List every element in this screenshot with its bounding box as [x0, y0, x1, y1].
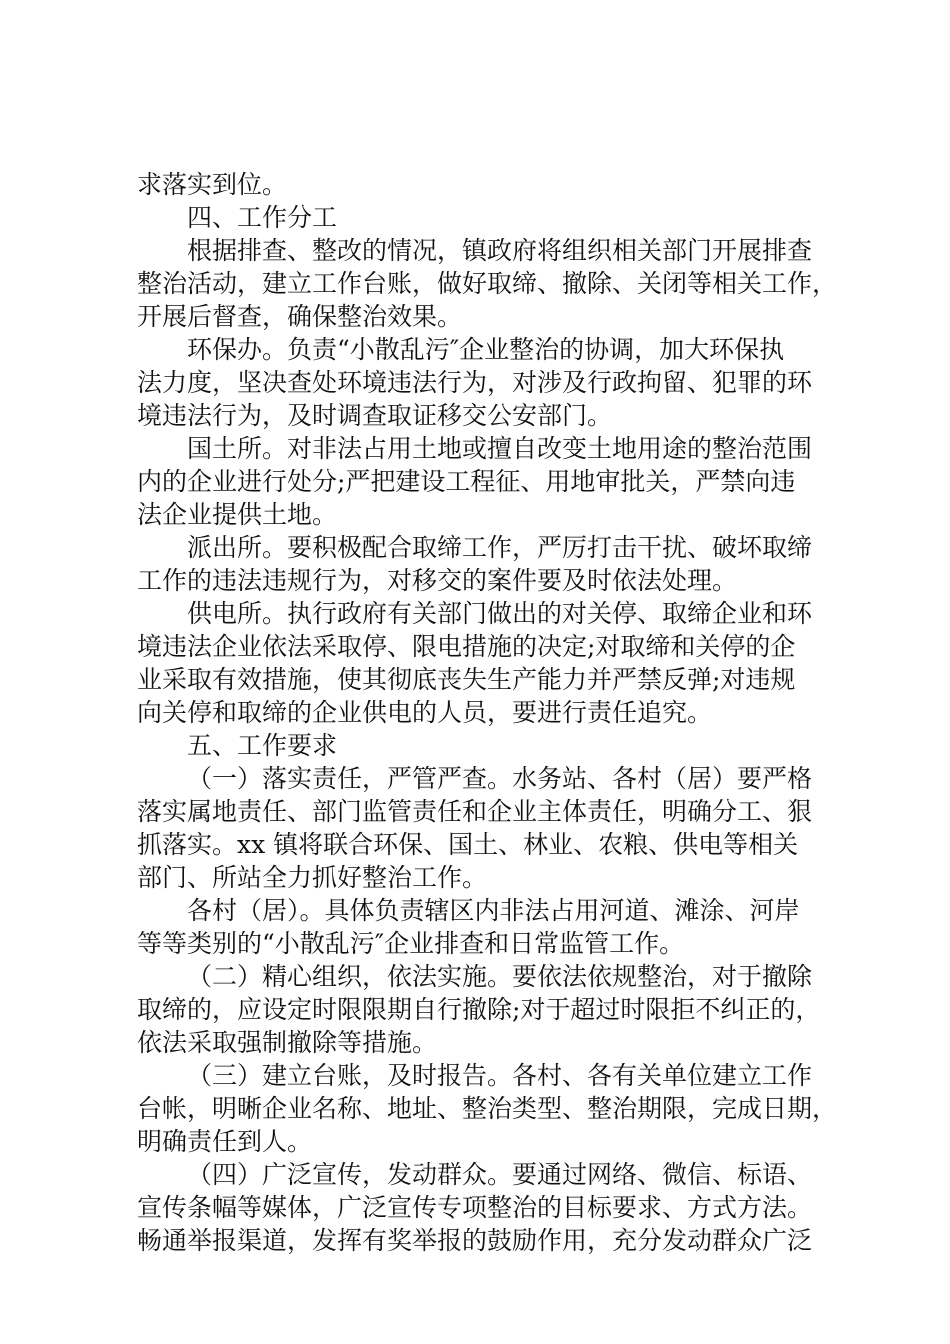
document-line: 境违法企业依法采取停、限电措施的决定;对取缔和关停的企 [137, 632, 796, 661]
document-line: 业采取有效措施，使其彻底丧失生产能力并严禁反弹;对违规 [137, 665, 796, 694]
document-line: 供电所。执行政府有关部门做出的对关停、取缔企业和环 [187, 599, 813, 628]
document-line: 宣传条幅等媒体，广泛宣传专项整治的目标要求、方式方法。 [137, 1193, 813, 1222]
document-line: （一）落实责任，严管严查。水务站、各村（居）要严格 [187, 764, 813, 793]
document-line: 等等类别的“小散乱污″企业排查和日常监管工作。 [137, 929, 685, 958]
document-line: 依法采取强制撤除等措施。 [137, 1028, 438, 1057]
document-line: 五、工作要求 [187, 731, 338, 760]
document-line: 台帐，明晰企业名称、地址、整治类型、整治期限，完成日期， [137, 1094, 838, 1123]
document-line: （三）建立台账，及时报告。各村、各有关单位建立工作 [187, 1061, 813, 1090]
document-line: 国土所。对非法占用土地或擅自改变土地用途的整治范围 [187, 434, 813, 463]
document-line: 境违法行为，及时调查取证移交公安部门。 [137, 401, 613, 430]
document-line: 派出所。要积极配合取缔工作，严厉打击干扰、破坏取缔 [187, 533, 813, 562]
document-line: 明确责任到人。 [137, 1127, 313, 1156]
document-line: 环保办。负责“小散乱污″企业整治的协调，加大环保执 [187, 335, 785, 364]
document-line: 各村（居）。具体负责辖区内非法占用河道、滩涂、河岸 [187, 896, 800, 925]
document-line: 畅通举报渠道，发挥有奖举报的鼓励作用，充分发动群众广泛 [137, 1226, 813, 1255]
document-line: 抓落实。xx 镇将联合环保、国土、林业、农粮、供电等相关 [137, 830, 799, 859]
document-line: 内的企业进行处分;严把建设工程征、用地审批关，严禁向违 [137, 467, 796, 496]
document-line: 四、工作分工 [187, 203, 338, 232]
document-line: （四）广泛宣传，发动群众。要通过网络、微信、标语、 [187, 1160, 813, 1189]
document-line: 求落实到位。 [137, 170, 288, 199]
document-line: 根据排查、整改的情况，镇政府将组织相关部门开展排查 [187, 236, 813, 265]
document-line: 取缔的，应设定时限限期自行撤除;对于超过时限拒不纠正的， [137, 995, 821, 1024]
document-line: 工作的违法违规行为，对移交的案件要及时依法处理。 [137, 566, 738, 595]
document-line: （二）精心组织，依法实施。要依法依规整治，对于撤除 [187, 962, 813, 991]
document-body [137, 168, 838, 1257]
document-line: 部门、所站全力抓好整治工作。 [137, 863, 488, 892]
document-line: 开展后督查，确保整治效果。 [137, 302, 463, 331]
document-line: 整治活动，建立工作台账，做好取缔、撤除、关闭等相关工作， [137, 269, 838, 298]
document-line: 向关停和取缔的企业供电的人员，要进行责任追究。 [137, 698, 713, 727]
document-line: 落实属地责任、部门监管责任和企业主体责任，明确分工、狠 [137, 797, 813, 826]
document-line: 法力度，坚决查处环境违法行为，对涉及行政拘留、犯罪的环 [137, 368, 813, 397]
document-line: 法企业提供土地。 [137, 500, 338, 529]
